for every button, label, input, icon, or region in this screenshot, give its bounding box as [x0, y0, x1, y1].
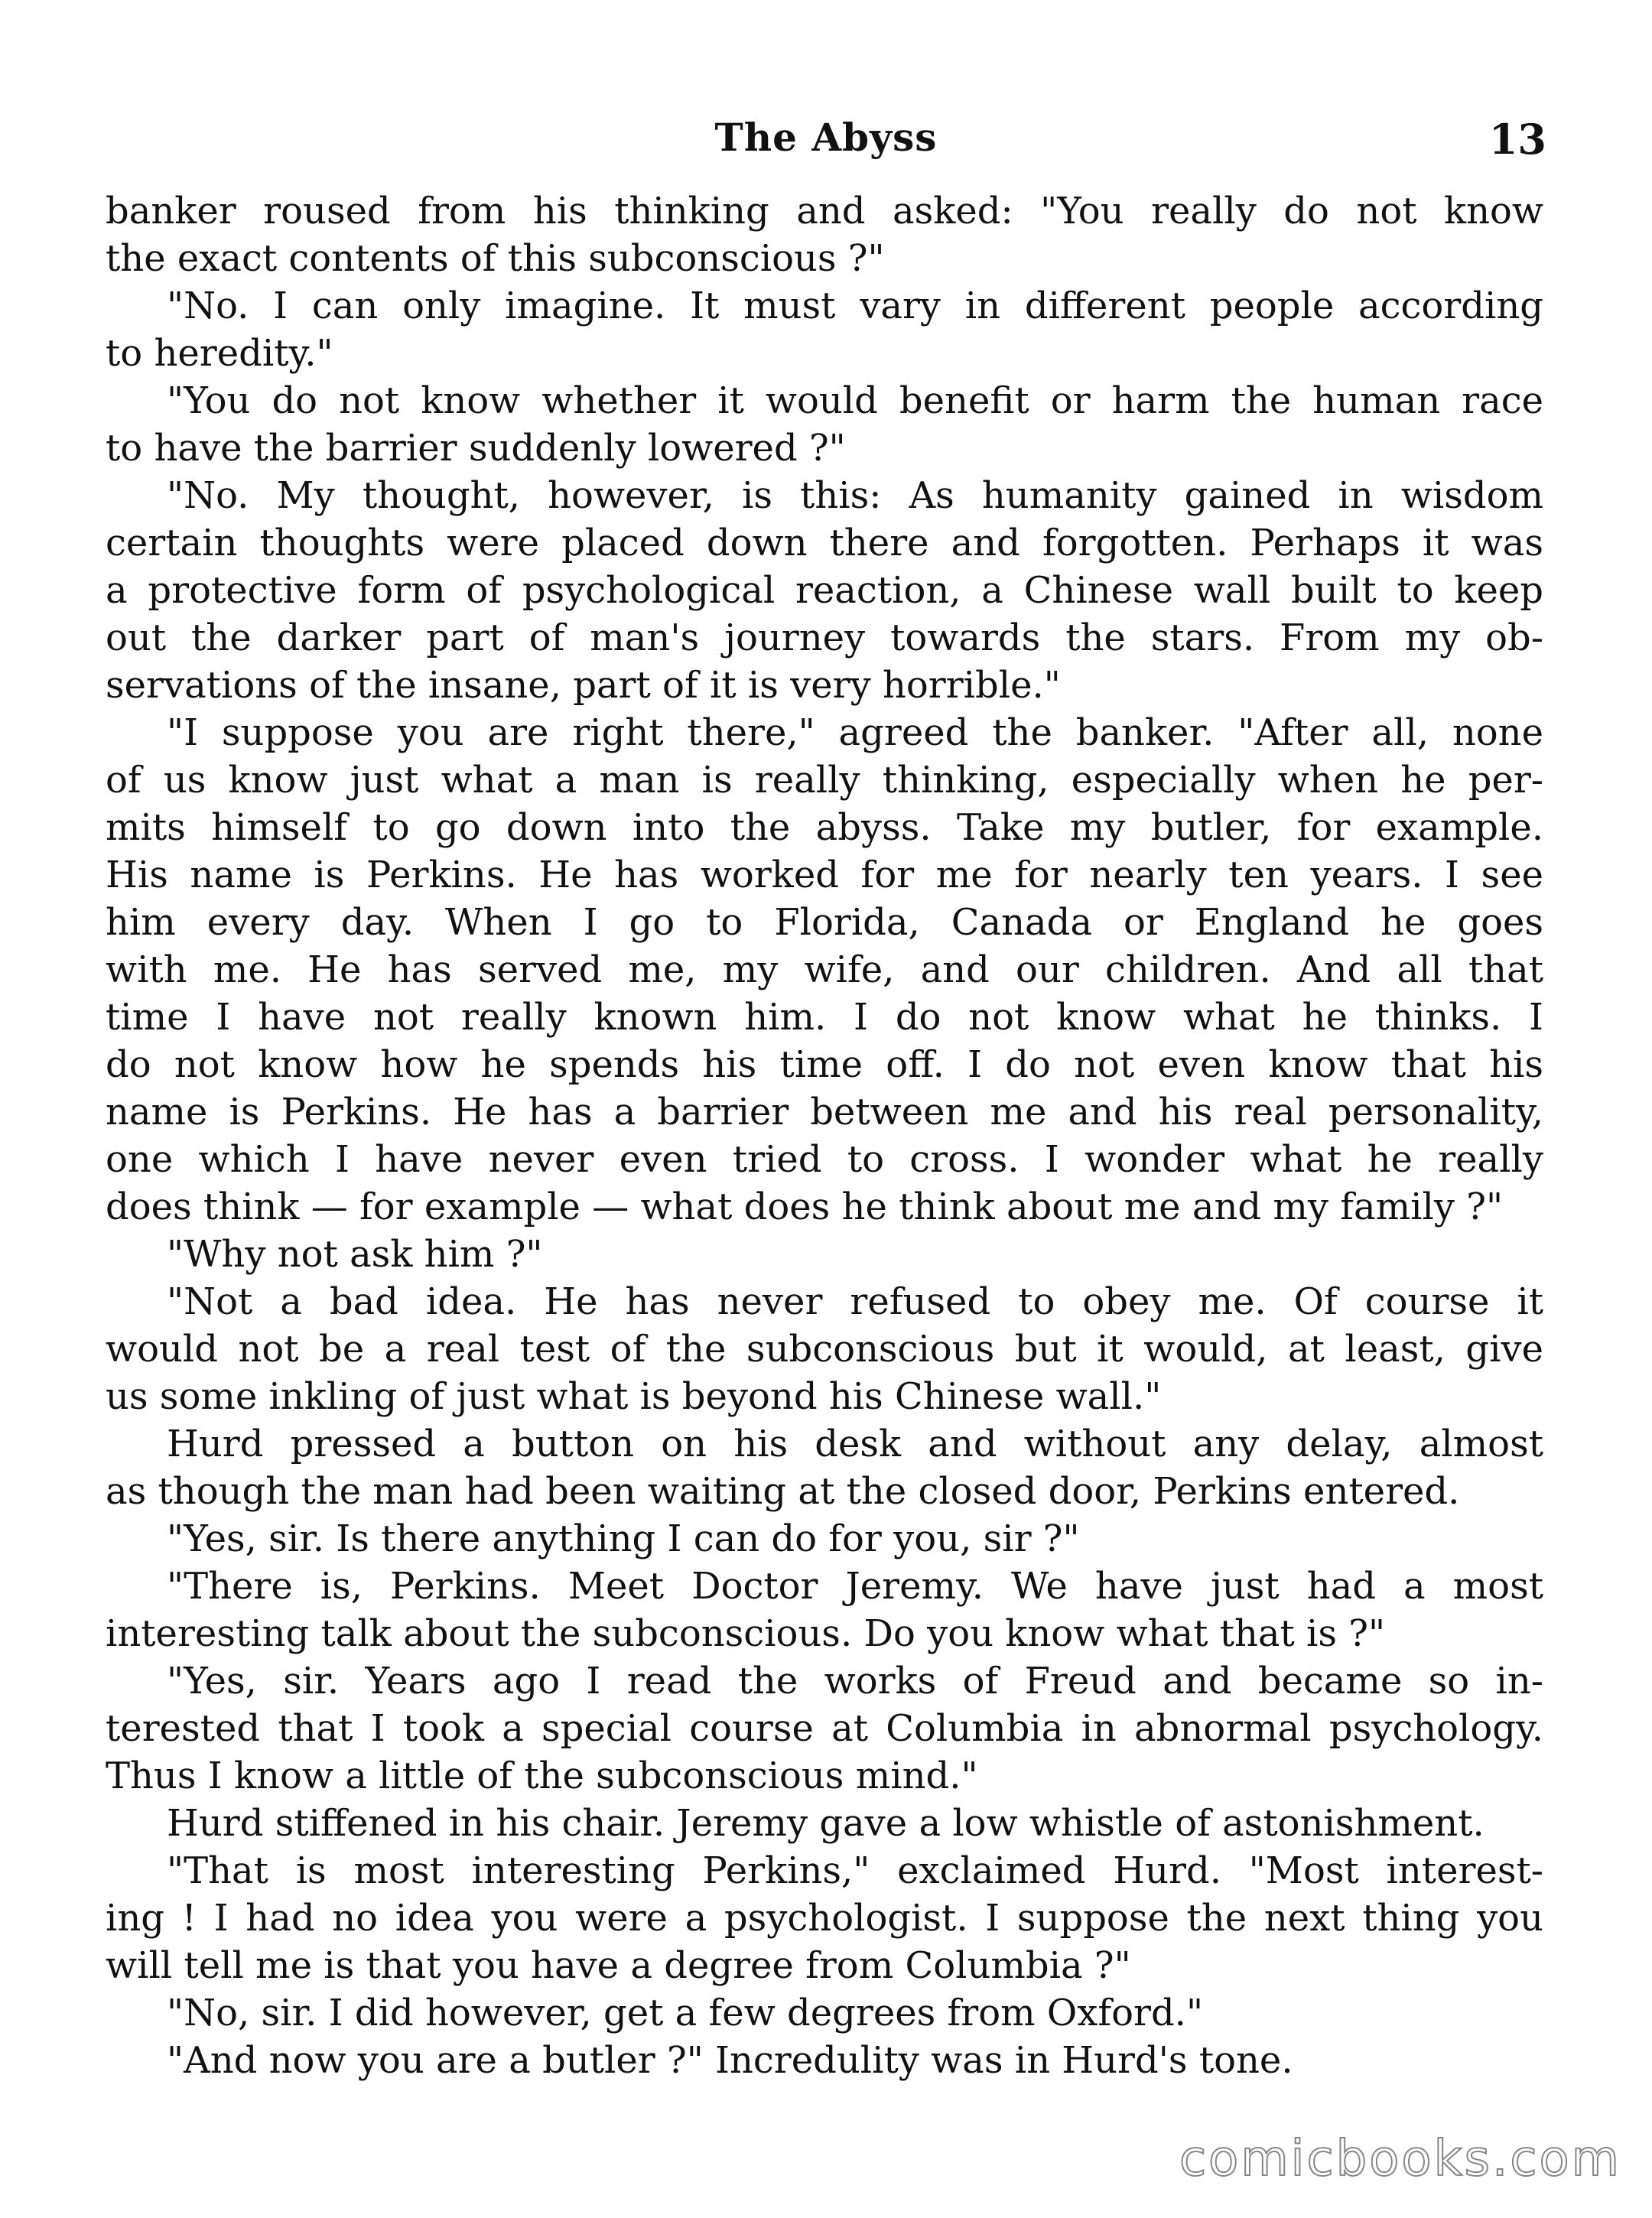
text-line: him every day. When I go to Florida, Canada or England he goes — [106, 901, 1543, 944]
text-line: "No. I can only imagine. It must vary in different people according — [167, 285, 1543, 327]
text-line: "No, sir. I did however, get a few degrees from Oxford." — [167, 1992, 1204, 2034]
running-header — [0, 115, 1652, 168]
text-line: us some inkling of just what is beyond his Chinese wall." — [106, 1375, 1162, 1418]
text-line: interesting talk about the subconscious. Do you know what that is ?" — [106, 1612, 1386, 1655]
text-line: to heredity." — [106, 332, 333, 375]
text-line: "You do not know whether it would benefit or harm the human race — [167, 379, 1543, 422]
text-line: Thus I know a little of the subconscious mind." — [106, 1755, 978, 1797]
text-line: Hurd stiffened in his chair. Jeremy gave a low whistle of astonishment. — [167, 1802, 1485, 1845]
text-line: does think — for example — what does he think about me and my family ?" — [106, 1185, 1504, 1228]
text-line: "Why not ask him ?" — [167, 1233, 543, 1276]
body-text — [106, 187, 1543, 2084]
text-line: "I suppose you are right there," agreed the banker. "After all, none — [167, 711, 1543, 754]
text-line: of us know just what a man is really thinking, especially when he per- — [106, 759, 1543, 802]
text-line: ing ! I had no idea you were a psychologist. I suppose the next thing you — [106, 1897, 1543, 1940]
text-line: a protective form of psychological reaction, a Chinese wall built to keep — [106, 569, 1543, 612]
text-line: "And now you are a butler ?" Incredulity was in Hurd's tone. — [167, 2039, 1293, 2082]
text-line: "No. My thought, however, is this: As humanity gained in wisdom — [167, 474, 1543, 517]
text-line: "Yes, sir. Years ago I read the works of Freud and became so in- — [167, 1660, 1543, 1703]
text-line: mits himself to go down into the abyss. Take my butler, for example. — [106, 806, 1543, 849]
text-line: as though the man had been waiting at the closed door, Perkins entered. — [106, 1470, 1460, 1513]
text-line: "That is most interesting Perkins," exclaimed Hurd. "Most interest- — [167, 1849, 1543, 1892]
text-line: terested that I took a special course at Columbia in abnormal psychology. — [106, 1707, 1543, 1750]
text-line: do not know how he spends his time off. I do not even know that his — [106, 1043, 1543, 1086]
text-line: with me. He has served me, my wife, and our children. And all that — [106, 948, 1543, 991]
text-line: time I have not really known him. I do not know what he thinks. I — [106, 996, 1543, 1039]
text-line: out the darker part of man's journey towards the stars. From my ob- — [106, 616, 1543, 659]
text-line: the exact contents of this subconscious ?" — [106, 237, 885, 280]
text-line: Hurd pressed a button on his desk and without any delay, almost — [167, 1423, 1543, 1465]
running-title: The Abyss — [714, 115, 938, 160]
text-line: "Not a bad idea. He has never refused to obey me. Of course it — [167, 1280, 1543, 1323]
text-line: "Yes, sir. Is there anything I can do for you, sir ?" — [167, 1517, 1080, 1560]
text-line: "There is, Perkins. Meet Doctor Jeremy. We have just had a most — [167, 1565, 1543, 1608]
text-line: certain thoughts were placed down there and forgotten. Perhaps it was — [106, 522, 1543, 564]
watermark-logo: comicbooks.com — [1179, 2131, 1621, 2187]
text-line: one which I have never even tried to cross. I wonder what he really — [106, 1138, 1543, 1181]
text-line: banker roused from his thinking and asked: "You really do not know — [106, 190, 1543, 233]
text-line: will tell me is that you have a degree from Columbia ?" — [106, 1944, 1131, 1987]
text-line: would not be a real test of the subconscious but it would, at least, give — [106, 1328, 1543, 1371]
text-line: to have the barrier suddenly lowered ?" — [106, 427, 846, 470]
text-line: name is Perkins. He has a barrier between me and his real personality, — [106, 1091, 1543, 1133]
text-line: His name is Perkins. He has worked for me for nearly ten years. I see — [106, 854, 1543, 896]
text-line: servations of the insane, part of it is very horrible." — [106, 664, 1061, 707]
page-number: 13 — [1488, 115, 1546, 164]
